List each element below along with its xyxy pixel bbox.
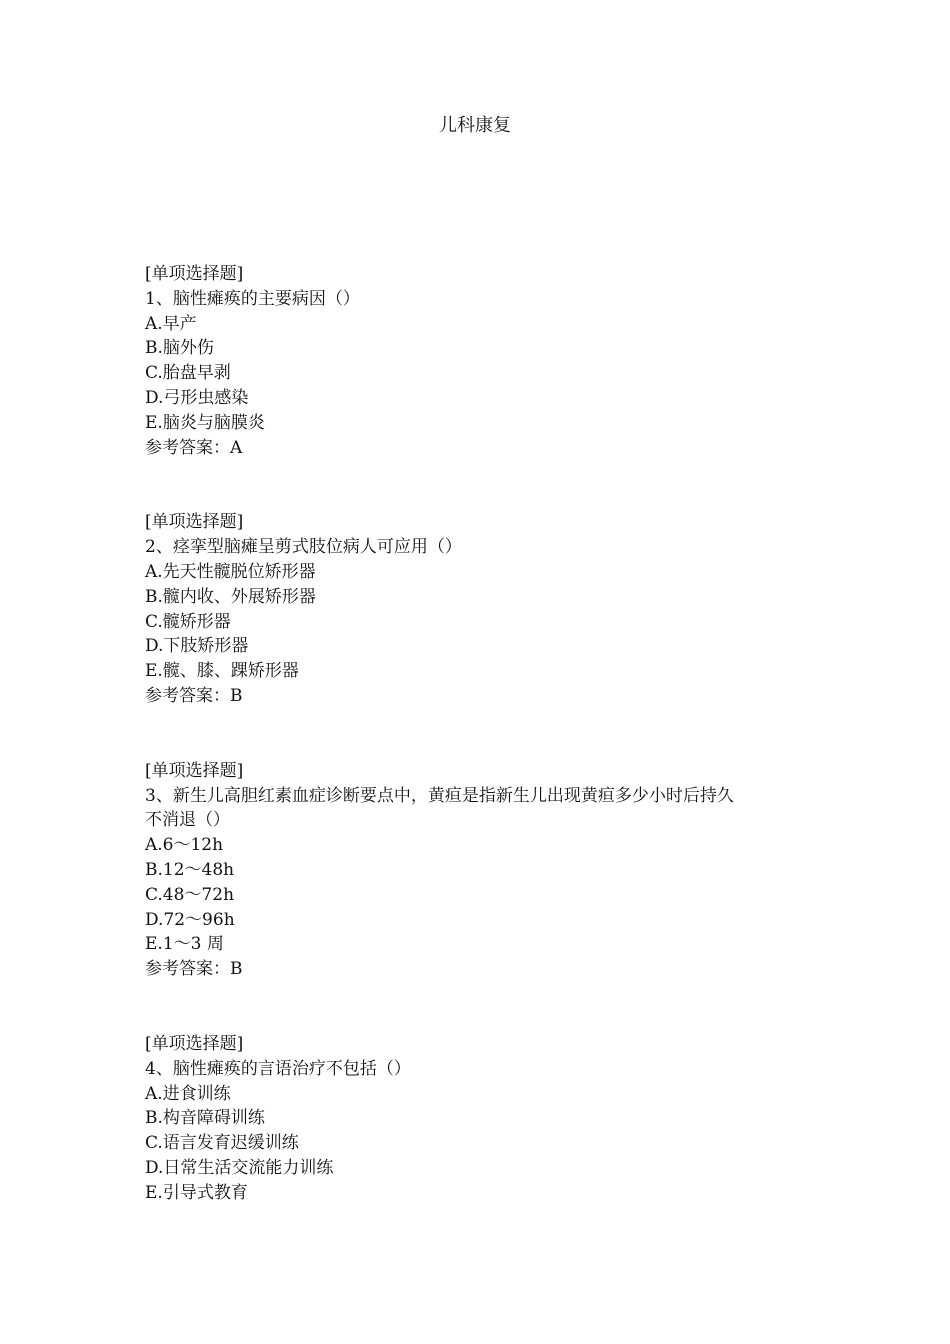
option-d: D.弓形虫感染 [145,387,249,408]
option-d: D.日常生活交流能力训练 [145,1157,334,1178]
option-a: A.早产 [145,313,197,334]
question-stem: 4、脑性瘫痪的言语治疗不包括（） [145,1058,411,1079]
option-e: E.引导式教育 [145,1182,248,1203]
question-stem-line-1: 3、新生儿高胆红素血症诊断要点中，黄疸是指新生儿出现黄疸多少小时后持久 [145,785,734,806]
reference-answer: 参考答案：B [145,959,243,980]
option-a: A.进食训练 [145,1083,231,1104]
option-a: A.6～12h [145,835,224,856]
question-type-label: [单项选择题] [145,512,244,533]
question-type-label: [单项选择题] [145,760,244,781]
option-b: B.脑外伤 [145,338,214,359]
question-type-label: [单项选择题] [145,264,244,284]
question-1 [145,262,825,460]
question-type-label: [单项选择题] [145,1033,244,1054]
question-stem: 1、脑性瘫痪的主要病因（） [145,288,360,309]
option-e: E.脑炎与脑膜炎 [145,412,265,433]
option-a: A.先天性髋脱位矫形器 [145,561,316,582]
option-b: B.12～48h [145,859,235,880]
question-stem: 2、痉挛型脑瘫呈剪式肢位病人可应用（） [145,537,462,558]
option-c: C.48～72h [145,884,235,905]
option-c: C.胎盘早剥 [145,363,231,384]
reference-answer: 参考答案：A [145,437,243,458]
option-d: D.72～96h [145,909,235,930]
option-b: B.髋内收、外展矫形器 [145,586,316,607]
page-title: 儿科康复 [439,115,511,136]
question-stem-line-2: 不消退（） [145,810,230,831]
option-b: B.构音障碍训练 [145,1108,265,1129]
option-e: E.髋、膝、踝矫形器 [145,661,299,682]
question-3 [145,759,825,982]
option-c: C.髋矫形器 [145,611,231,632]
question-2 [145,510,825,708]
question-4 [145,1032,825,1206]
option-e: E.1～3 周 [145,934,224,955]
option-d: D.下肢矫形器 [145,636,249,657]
option-c: C.语言发育迟缓训练 [145,1133,299,1154]
reference-answer: 参考答案：B [145,685,243,706]
question-list [145,262,825,1256]
